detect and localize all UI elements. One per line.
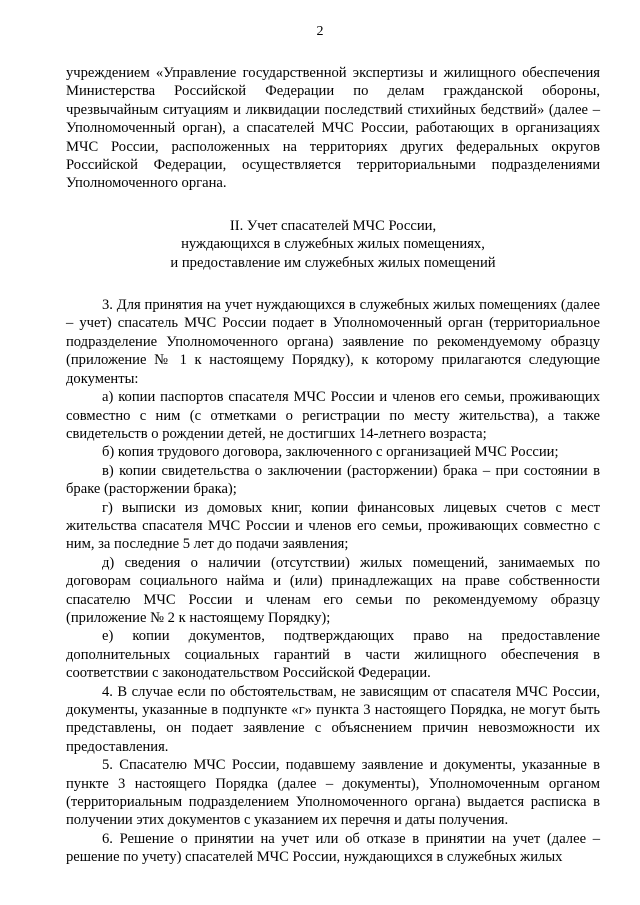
- subparagraph-g: г) выписки из домовых книг, копии финансовых лицевых счетов с мест жительства спасателя МЧС России и членов его семьи, проживающих совместно с ним, за последние 5 лет до подачи заявления;: [66, 499, 600, 553]
- paragraph-6: 6. Решение о принятии на учет или об отказе в принятии на учет (далее – решение по учету) спасателей МЧС России, нуждающихся в служебных жилых: [66, 830, 600, 866]
- section-title-line: и предоставление им служебных жилых помещений: [170, 254, 496, 271]
- intro-paragraph: учреждением «Управление государственной экспертизы и жилищного обеспечения Министерства Российской Федерации по делам гражданской обороны, чрезвычайным ситуациям и ликвидации последствий стихийных бедствий» (далее – Уполномоченный орган), а спасателей МЧС России, работающих в организациях МЧС России, расположенных на территориях других федеральных округов Российской Федерации, осуществляется территориальными подразделениями Уполномоченного органа.: [66, 65, 600, 192]
- section-title: [66, 217, 600, 272]
- paragraph-3: 3. Для принятия на учет нуждающихся в служебных жилых помещениях (далее – учет) спасатель МЧС России подает в Уполномоченный орган (территориальное подразделение Уполномоченного органа) заявление по рекомендуемому образцу (приложение № 1 к настоящему Порядку), к которому прилагаются следующие документы:: [66, 297, 600, 387]
- section-title-line: нуждающихся в служебных жилых помещениях,: [181, 236, 485, 253]
- section-title-line: II. Учет спасателей МЧС России,: [229, 217, 437, 234]
- paragraph-4: 4. В случае если по обстоятельствам, не зависящим от спасателя МЧС России, документы, указанные в подпункте «г» пункта 3 настоящего Порядка, не могут быть представлены, он подает заявление с объяснением причин невозможности их предоставления.: [66, 683, 600, 755]
- paragraph-5: 5. Спасателю МЧС России, подавшему заявление и документы, указанные в пункте 3 настоящего Порядка (далее – документы), Уполномоченным органом (территориальным подразделением Уполномоченного органа) выдается расписка в получении этих документов с указанием их перечня и даты получения.: [66, 757, 600, 829]
- subparagraph-d: д) сведения о наличии (отсутствии) жилых помещений, занимаемых по договорам социального найма и (или) принадлежащих на праве собственности спасателю МЧС России и членам его семьи по рекомендуемому образцу (приложение № 2 к настоящему Порядку);: [66, 554, 600, 626]
- subparagraph-a: а) копии паспортов спасателя МЧС России и членов его семьи, проживающих совместно с ним (с отметками о регистрации по месту жительства), а также свидетельств о рождении детей, не достигших 14-летнего возраста;: [66, 389, 600, 442]
- document-body: [66, 64, 600, 867]
- subparagraph-e: е) копии документов, подтверждающих право на предоставление дополнительных социальных гарантий в части жилищного обеспечения в соответствии с законодательством Российской Федерации.: [66, 628, 600, 682]
- subparagraph-b: б) копия трудового договора, заключенного с организацией МЧС России;: [102, 444, 559, 461]
- page-number: 2: [316, 24, 324, 39]
- subparagraph-v: в) копии свидетельства о заключении (расторжении) брака – при состоянии в браке (расторжении брака);: [66, 462, 600, 498]
